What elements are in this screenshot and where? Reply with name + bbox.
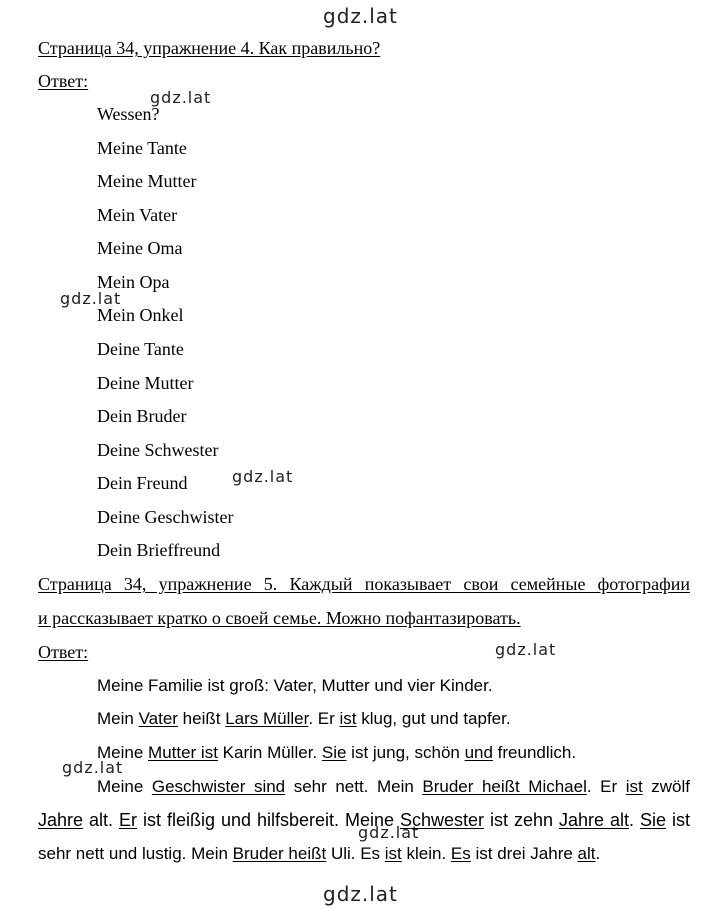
- answer-item: Meine Tante: [97, 138, 187, 158]
- watermark: gdz.lat: [150, 88, 212, 107]
- answer-item: Mein Opa: [97, 272, 170, 292]
- answer-item: Mein Vater: [97, 205, 178, 225]
- exercise-4-answer-label: Ответ:: [38, 71, 89, 91]
- watermark: gdz.lat: [232, 467, 294, 486]
- story-line: Meine Mutter ist Karin Müller. Sie ist jung, schön und freundlich.: [97, 743, 577, 762]
- exercise-5-answer-label: Ответ:: [38, 642, 89, 662]
- story-line: Meine Geschwister sind sehr nett. Mein Bruder heißt Michael. Er ist zwölf: [97, 777, 691, 796]
- watermark: gdz.lat: [495, 640, 557, 659]
- answer-item: Deine Schwester: [97, 440, 219, 460]
- answer-item: Meine Mutter: [97, 171, 197, 191]
- story-line: Mein Vater heißt Lars Müller. Er ist klug, gut und tapfer.: [97, 709, 511, 728]
- story-line: Meine Familie ist groß: Vater, Mutter und vier Kinder.: [97, 676, 493, 695]
- watermark: gdz.lat: [60, 289, 122, 308]
- story-line: sehr nett und lustig. Mein Bruder heißt Uli. Es ist klein. Es ist drei Jahre alt.: [38, 844, 601, 863]
- answer-item: Wessen?: [97, 104, 160, 124]
- answer-item: Dein Bruder: [97, 406, 187, 426]
- story-line: Jahre alt. Er ist fleißig und hilfsbereit. Meine Schwester ist zehn Jahre alt. Sie ist: [38, 810, 690, 830]
- answer-item: Deine Tante: [97, 339, 184, 359]
- answer-item: Meine Oma: [97, 238, 183, 258]
- exercise-5-heading-line-1: Страница 34, упражнение 5. Каждый показывает свои семейные фотографии: [38, 574, 690, 594]
- answer-item: Deine Geschwister: [97, 507, 234, 527]
- answer-item: Dein Brieffreund: [97, 540, 221, 560]
- answer-item: Dein Freund: [97, 473, 188, 493]
- answer-item: Deine Mutter: [97, 373, 194, 393]
- exercise-4-heading: Страница 34, упражнение 4. Как правильно?: [38, 38, 381, 58]
- watermark: gdz.lat: [62, 758, 124, 777]
- watermark: gdz.lat: [358, 823, 420, 842]
- watermark: gdz.lat: [323, 882, 398, 906]
- watermark: gdz.lat: [323, 4, 398, 28]
- exercise-5-heading-line-2: и рассказывает кратко о своей семье. Можно пофантазировать.: [38, 608, 521, 628]
- answer-item: Mein Onkel: [97, 305, 184, 325]
